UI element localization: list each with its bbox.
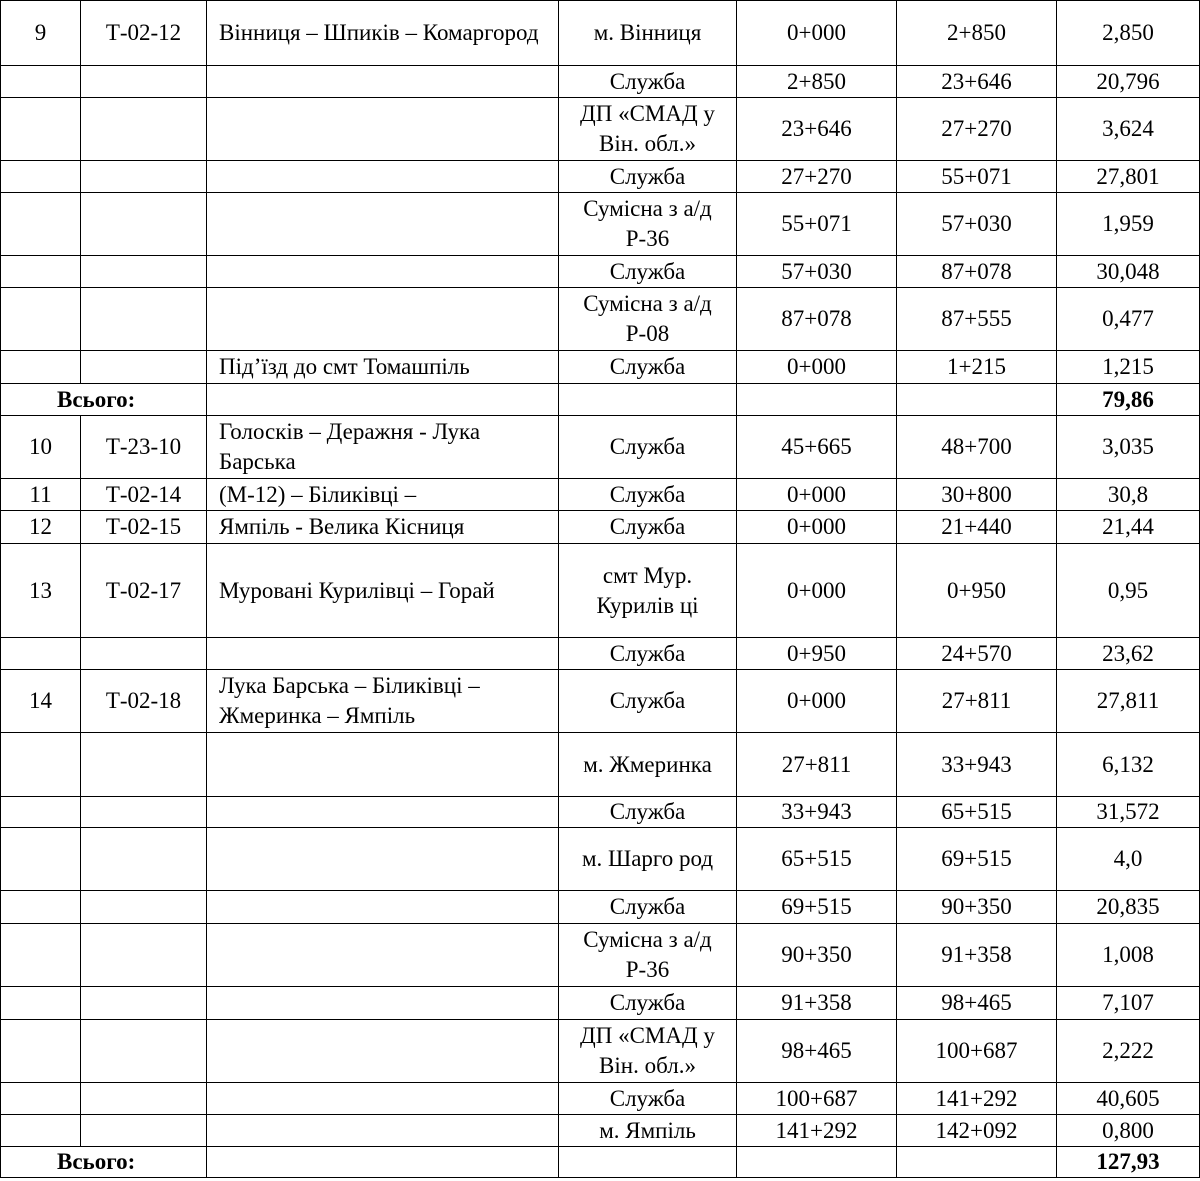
start-km-cell: 55+071 [737,193,897,256]
total-row [1,384,1200,416]
road-name-cell [207,66,559,98]
road-index-cell: Т-02-12 [81,1,207,66]
end-km-cell: 141+292 [897,1083,1057,1115]
length-cell: 3,624 [1057,98,1200,161]
road-name-cell [207,733,559,797]
length-cell: 1,215 [1057,351,1200,384]
table-row [1,891,1200,924]
start-km-cell: 90+350 [737,924,897,987]
length-cell: 30,8 [1057,479,1200,511]
service-cell: Служба [559,256,737,288]
road-name-cell [207,161,559,193]
road-name-cell [207,256,559,288]
table-row [1,797,1200,828]
end-km-cell: 27+811 [897,670,1057,733]
row-number-cell [1,66,81,98]
row-number-cell [1,161,81,193]
empty-cell [207,384,559,416]
row-number-cell [1,797,81,828]
total-value: 79,86 [1057,384,1200,416]
road-name-cell [207,987,559,1020]
road-name-cell [207,891,559,924]
row-number-cell [1,987,81,1020]
end-km-cell: 27+270 [897,98,1057,161]
road-index-cell [81,98,207,161]
length-cell: 21,44 [1057,511,1200,544]
end-km-cell: 2+850 [897,1,1057,66]
table-row [1,638,1200,670]
empty-cell [897,384,1057,416]
road-index-cell: Т-02-17 [81,544,207,638]
length-cell: 3,035 [1057,416,1200,479]
length-cell: 30,048 [1057,256,1200,288]
length-cell: 1,008 [1057,924,1200,987]
total-row [1,1147,1200,1178]
row-number-cell [1,1020,81,1083]
table-row [1,351,1200,384]
start-km-cell: 2+850 [737,66,897,98]
road-index-cell [81,1115,207,1147]
start-km-cell: 69+515 [737,891,897,924]
row-number-cell [1,891,81,924]
service-cell: Служба [559,638,737,670]
table-body [1,1,1200,1178]
road-index-cell [81,638,207,670]
end-km-cell: 87+078 [897,256,1057,288]
row-number-cell: 14 [1,670,81,733]
road-name-cell: Мурованi Курилівці – Горай [207,544,559,638]
row-number-cell: 13 [1,544,81,638]
table-row [1,1115,1200,1147]
road-name-cell [207,288,559,351]
start-km-cell: 57+030 [737,256,897,288]
empty-cell [559,384,737,416]
length-cell: 0,95 [1057,544,1200,638]
length-cell: 1,959 [1057,193,1200,256]
empty-cell [897,1147,1057,1178]
road-index-cell [81,924,207,987]
table-row [1,733,1200,797]
start-km-cell: 27+270 [737,161,897,193]
end-km-cell: 30+800 [897,479,1057,511]
end-km-cell: 48+700 [897,416,1057,479]
service-cell: Служба [559,511,737,544]
empty-cell [737,1147,897,1178]
total-label: Всього: [1,1147,207,1178]
length-cell: 40,605 [1057,1083,1200,1115]
road-index-cell [81,66,207,98]
table-row [1,1083,1200,1115]
road-name-cell: Лука Барська – Біликівці – Жмеринка – Ямпіль [207,670,559,733]
end-km-cell: 21+440 [897,511,1057,544]
total-label: Всього: [1,384,207,416]
start-km-cell: 0+000 [737,479,897,511]
service-cell: Служба [559,479,737,511]
service-cell: ДП «СМАД у Він. обл.» [559,1020,737,1083]
end-km-cell: 142+092 [897,1115,1057,1147]
length-cell: 6,132 [1057,733,1200,797]
service-cell: м. Ямпіль [559,1115,737,1147]
end-km-cell: 100+687 [897,1020,1057,1083]
road-name-cell [207,1115,559,1147]
road-name-cell [207,1083,559,1115]
service-cell: Сумісна з а/д Р-08 [559,288,737,351]
road-index-cell [81,891,207,924]
road-index-cell [81,987,207,1020]
road-name-cell [207,797,559,828]
service-cell: м. Вінниця [559,1,737,66]
length-cell: 23,62 [1057,638,1200,670]
length-cell: 7,107 [1057,987,1200,1020]
service-cell: смт Мур. Курилів ці [559,544,737,638]
start-km-cell: 0+000 [737,351,897,384]
road-name-cell: Голосків – Деражня - Лука Барська [207,416,559,479]
empty-cell [207,1147,559,1178]
service-cell: Сумісна з а/д Р-36 [559,193,737,256]
road-index-cell [81,161,207,193]
end-km-cell: 1+215 [897,351,1057,384]
start-km-cell: 65+515 [737,828,897,891]
table-row [1,828,1200,891]
road-name-cell: Вінниця – Шпиків – Комаргород [207,1,559,66]
service-cell: м. Шарго род [559,828,737,891]
road-index-cell [81,351,207,384]
row-number-cell: 10 [1,416,81,479]
length-cell: 27,811 [1057,670,1200,733]
end-km-cell: 55+071 [897,161,1057,193]
table-row [1,256,1200,288]
end-km-cell: 87+555 [897,288,1057,351]
row-number-cell [1,924,81,987]
length-cell: 0,800 [1057,1115,1200,1147]
road-index-cell [81,733,207,797]
table-row [1,544,1200,638]
start-km-cell: 87+078 [737,288,897,351]
table-row [1,924,1200,987]
service-cell: ДП «СМАД у Він. обл.» [559,98,737,161]
road-name-cell [207,1020,559,1083]
row-number-cell [1,1083,81,1115]
road-index-cell [81,193,207,256]
road-index-cell [81,1020,207,1083]
road-name-cell [207,828,559,891]
road-index-cell: Т-23-10 [81,416,207,479]
road-index-cell [81,288,207,351]
end-km-cell: 91+358 [897,924,1057,987]
road-name-cell [207,193,559,256]
service-cell: Служба [559,66,737,98]
table-row [1,1,1200,66]
empty-cell [737,384,897,416]
row-number-cell [1,288,81,351]
start-km-cell: 0+950 [737,638,897,670]
road-name-cell [207,98,559,161]
table-row [1,98,1200,161]
start-km-cell: 33+943 [737,797,897,828]
end-km-cell: 90+350 [897,891,1057,924]
table-row [1,66,1200,98]
empty-cell [559,1147,737,1178]
service-cell: Служба [559,161,737,193]
road-name-cell: Під’їзд до смт Томашпіль [207,351,559,384]
service-cell: Сумісна з а/д Р-36 [559,924,737,987]
end-km-cell: 98+465 [897,987,1057,1020]
service-cell: Служба [559,797,737,828]
row-number-cell [1,638,81,670]
service-cell: Служба [559,891,737,924]
road-index-cell [81,256,207,288]
row-number-cell: 12 [1,511,81,544]
start-km-cell: 0+000 [737,544,897,638]
length-cell: 0,477 [1057,288,1200,351]
start-km-cell: 141+292 [737,1115,897,1147]
table-row [1,288,1200,351]
row-number-cell: 9 [1,1,81,66]
road-index-cell: Т-02-18 [81,670,207,733]
table-row [1,511,1200,544]
table-row [1,161,1200,193]
service-cell: Служба [559,351,737,384]
start-km-cell: 45+665 [737,416,897,479]
row-number-cell [1,828,81,891]
length-cell: 20,835 [1057,891,1200,924]
start-km-cell: 0+000 [737,670,897,733]
length-cell: 4,0 [1057,828,1200,891]
road-index-cell: Т-02-14 [81,479,207,511]
road-index-cell: Т-02-15 [81,511,207,544]
table-row [1,416,1200,479]
length-cell: 27,801 [1057,161,1200,193]
service-cell: Служба [559,1083,737,1115]
start-km-cell: 91+358 [737,987,897,1020]
road-index-cell [81,797,207,828]
row-number-cell [1,256,81,288]
start-km-cell: 98+465 [737,1020,897,1083]
start-km-cell: 100+687 [737,1083,897,1115]
end-km-cell: 65+515 [897,797,1057,828]
row-number-cell [1,193,81,256]
start-km-cell: 0+000 [737,1,897,66]
row-number-cell [1,1115,81,1147]
end-km-cell: 0+950 [897,544,1057,638]
start-km-cell: 23+646 [737,98,897,161]
row-number-cell [1,98,81,161]
table-row [1,193,1200,256]
end-km-cell: 23+646 [897,66,1057,98]
end-km-cell: 69+515 [897,828,1057,891]
service-cell: Служба [559,416,737,479]
end-km-cell: 57+030 [897,193,1057,256]
road-name-cell [207,638,559,670]
road-name-cell: (М-12) – Біликівці – [207,479,559,511]
service-cell: Служба [559,987,737,1020]
table-row [1,1020,1200,1083]
start-km-cell: 0+000 [737,511,897,544]
start-km-cell: 27+811 [737,733,897,797]
row-number-cell: 11 [1,479,81,511]
end-km-cell: 24+570 [897,638,1057,670]
total-value: 127,93 [1057,1147,1200,1178]
length-cell: 2,222 [1057,1020,1200,1083]
table-row [1,479,1200,511]
road-index-cell [81,1083,207,1115]
table-row [1,987,1200,1020]
service-cell: м. Жмеринка [559,733,737,797]
length-cell: 31,572 [1057,797,1200,828]
service-cell: Служба [559,670,737,733]
table-row [1,670,1200,733]
road-name-cell [207,924,559,987]
end-km-cell: 33+943 [897,733,1057,797]
road-index-cell [81,828,207,891]
row-number-cell [1,351,81,384]
length-cell: 20,796 [1057,66,1200,98]
road-name-cell: Ямпіль - Велика Кісниця [207,511,559,544]
length-cell: 2,850 [1057,1,1200,66]
row-number-cell [1,733,81,797]
